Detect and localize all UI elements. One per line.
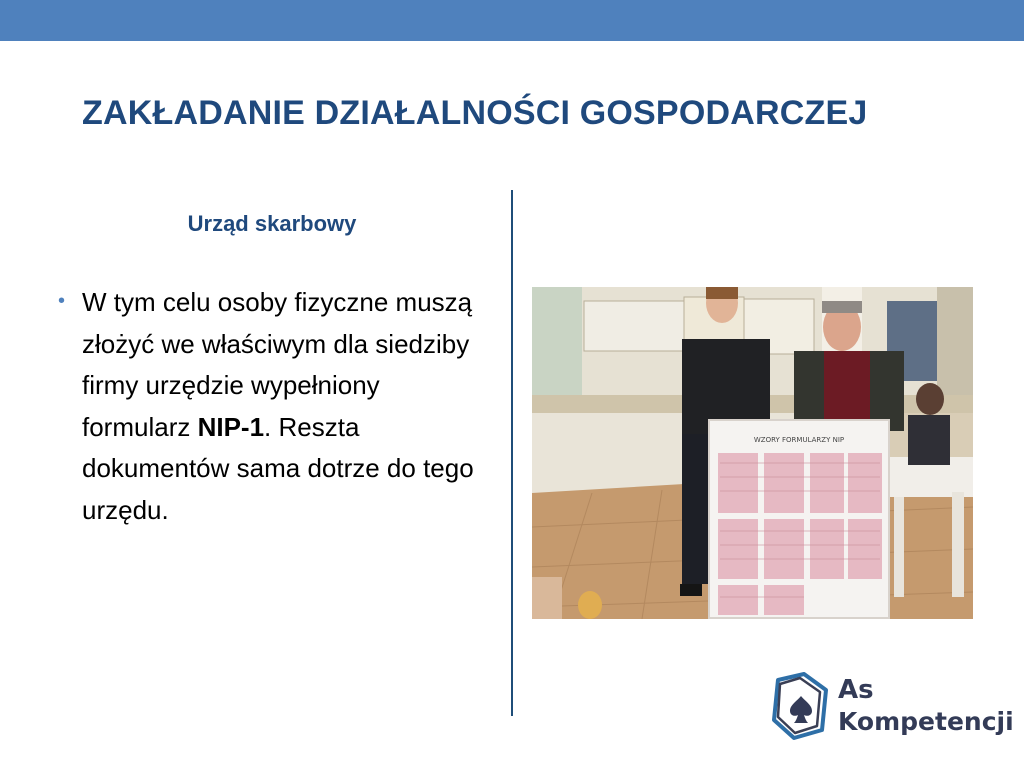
top-accent-bar xyxy=(0,0,1024,41)
slide-subtitle: Urząd skarbowy xyxy=(187,211,357,236)
logo-mark-icon xyxy=(770,672,834,744)
bullet-icon: • xyxy=(58,290,66,312)
bullet-text-bold: NIP-1 xyxy=(197,411,265,442)
bullet-list xyxy=(58,282,488,531)
office-photo xyxy=(532,287,973,619)
bullet-item xyxy=(82,282,488,531)
as-kompetencji-logo xyxy=(770,672,1014,744)
bullet-text-start: W tym celu osoby fizyczne muszą złożyć we właściwym dla siedziby firmy urzędzie wypełniony formularz xyxy=(82,287,473,442)
board-label: WZORY FORMULARZY NIP xyxy=(753,436,845,444)
bullet-text-end: . Reszta dokumentów sama dotrze do tego urzędu. xyxy=(82,411,474,525)
office-photo-drawing xyxy=(532,287,973,619)
slide-title: ZAKŁADANIE DZIAŁALNOŚCI GOSPODARCZEJ xyxy=(82,94,868,132)
logo-text-as: As xyxy=(838,675,874,705)
column-divider xyxy=(511,190,513,716)
logo-text-kompetencji: Kompetencji xyxy=(838,707,1014,736)
